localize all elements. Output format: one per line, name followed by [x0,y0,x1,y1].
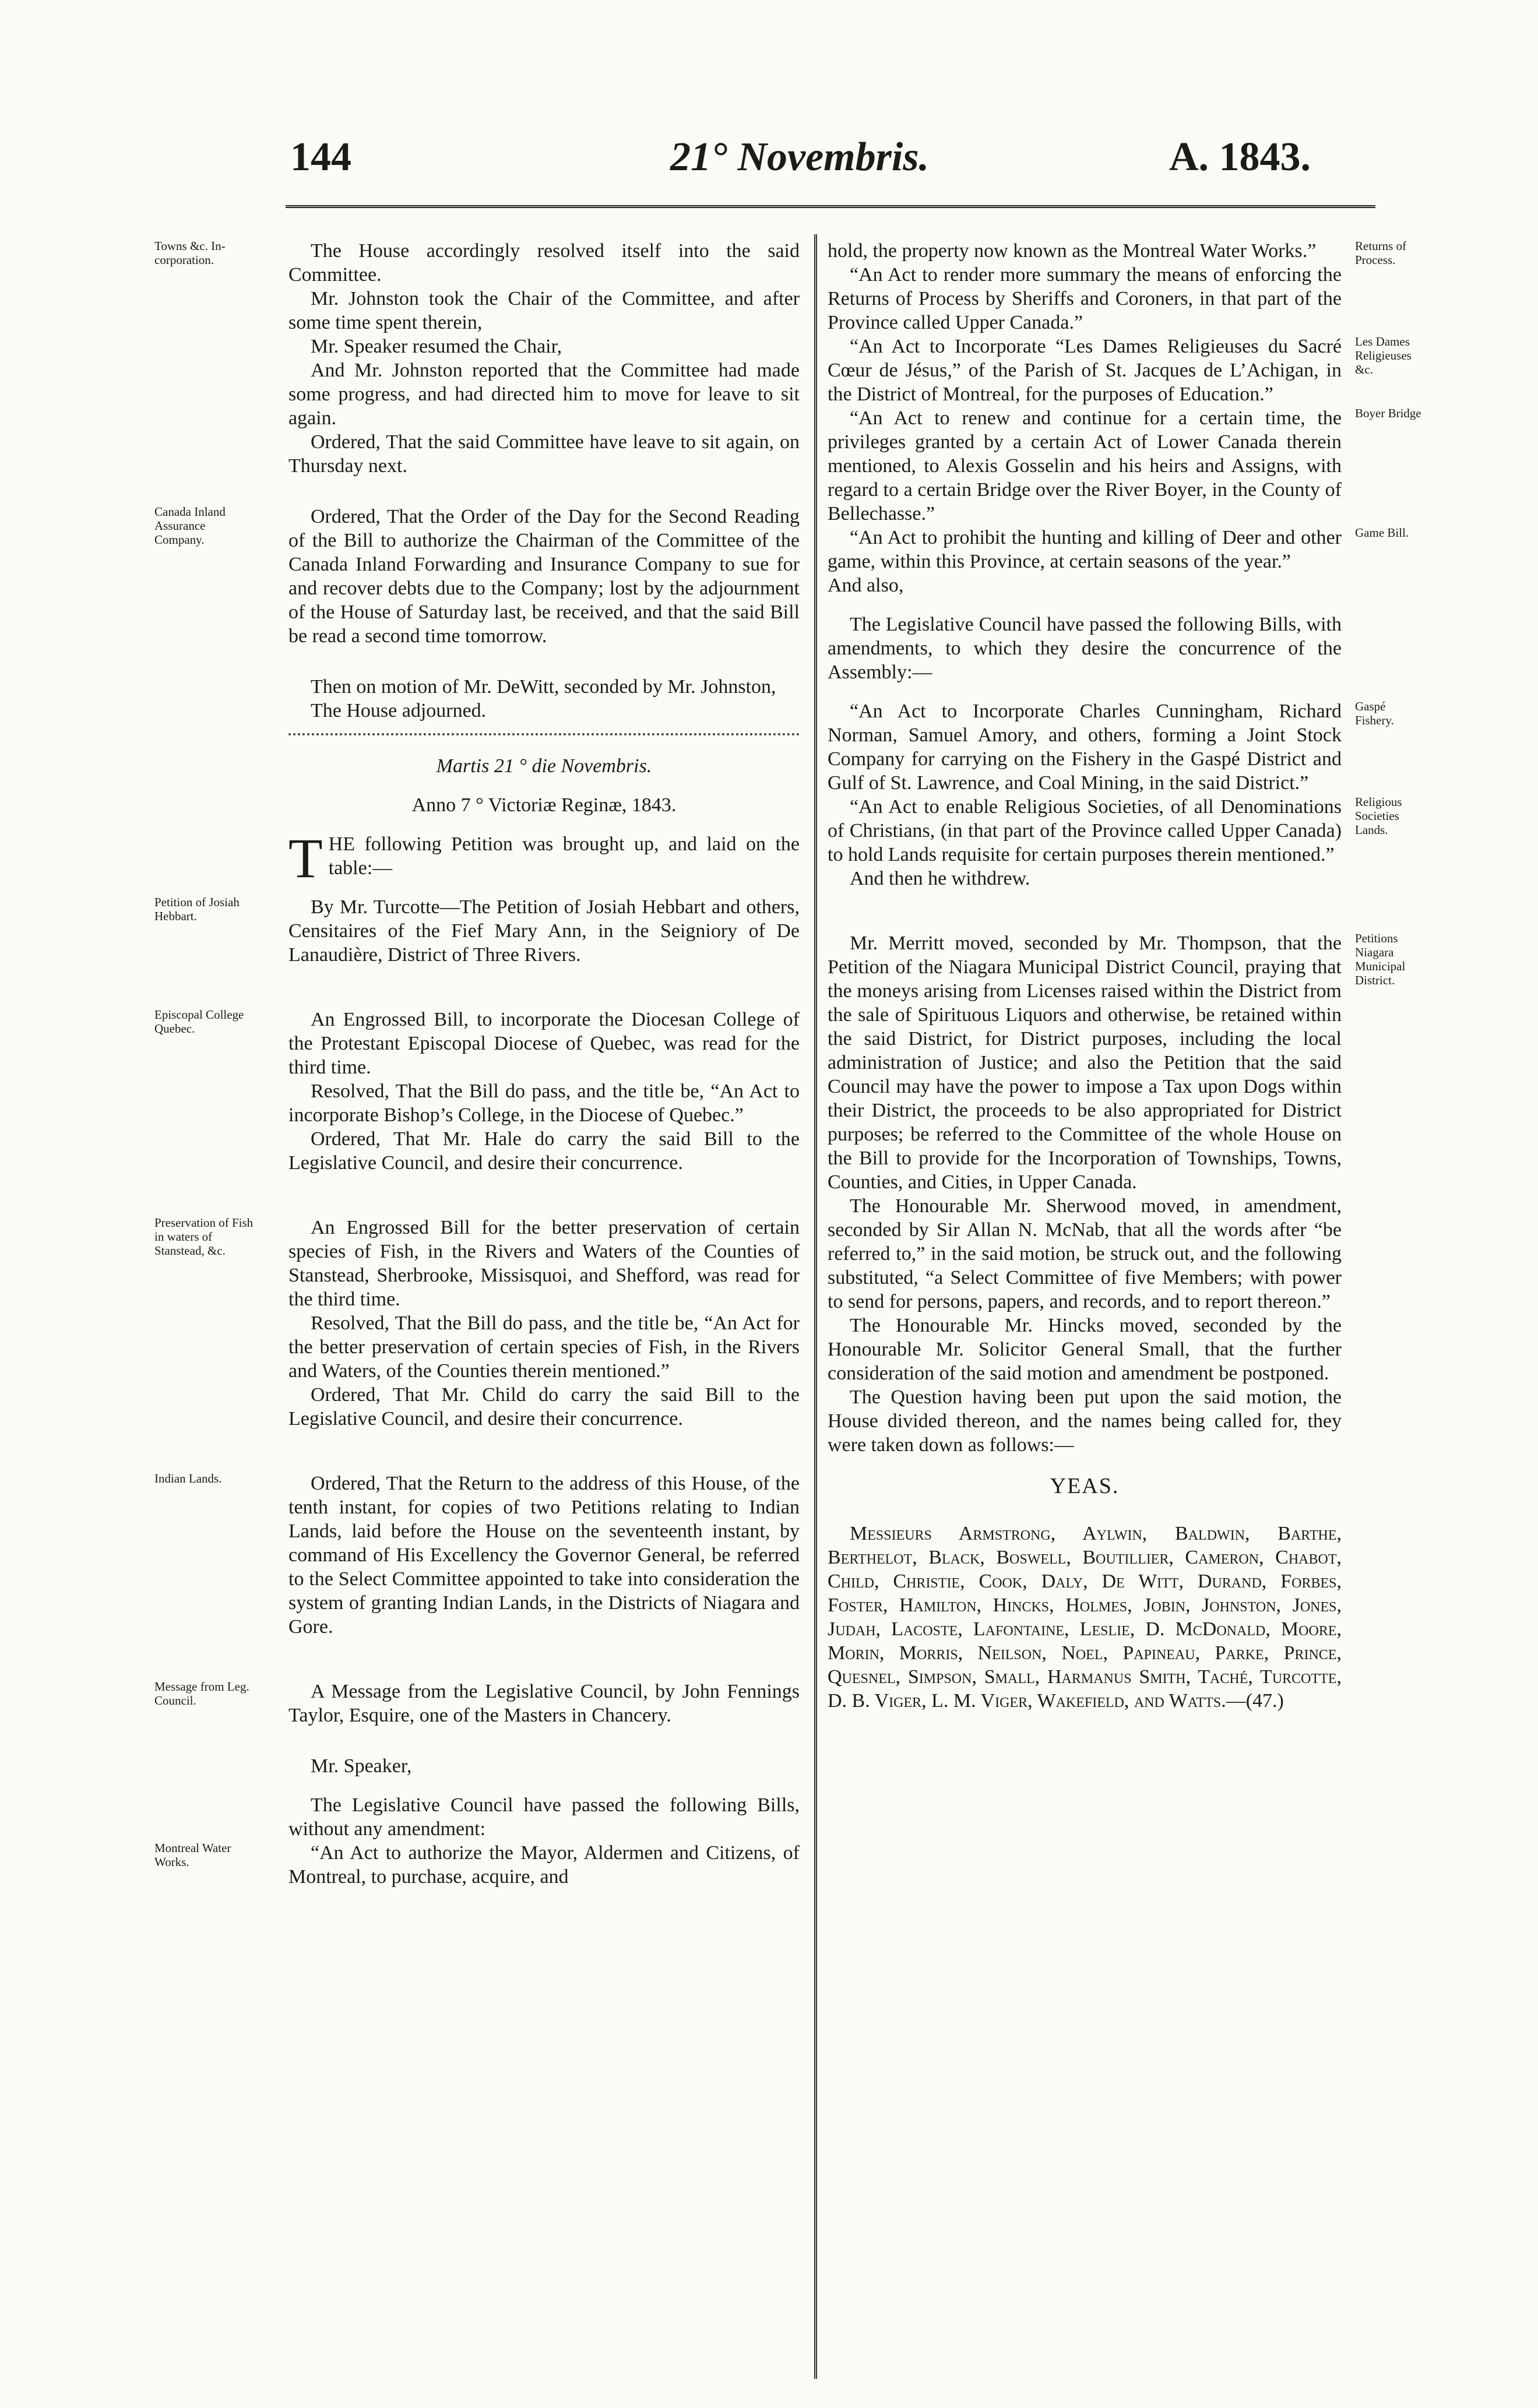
yeas-heading: YEAS. [1050,1474,1120,1498]
header-date: 21° Novembris. [670,135,930,179]
paragraph: Mr. Merritt moved, seconded by Mr. Thompson, that the Petition of the Niagara Municipal District Council, praying that the moneys arising from Licenses raised within the District from the sale of Spirituous Liquors and otherwise, be retained within the said District, for District purposes, including the local administration of Justice; and also the Petition that the said Council may have the power to impose a Tax upon Dogs within their District, the proceeds to be also appropriated for District purposes; be referred to the Committee of the whole House on the Bill to provide for the Incorporation of Townships, Towns, Counties, and Cities, in Upper Canada. [828,932,1342,1193]
paragraph: And Mr. Johnston reported that the Committee had made some progress, and had directed him to move for leave to sit again. [288,360,800,429]
paragraph: Resolved, That the Bill do pass, and the title be, “An Act to incorporate Bishop’s College, in the Diocese of Quebec.” [288,1080,800,1126]
paragraph: “An Act to enable Religious Societies, of all Denominations of Christians, (in that part of the Province called Upper Canada) to hold Lands requisite for certain purposes therein mentioned.” [828,796,1342,865]
margin-note-episcopal: Episcopal College Quebec. [154,1008,244,1036]
margin-note-montreal: Montreal Water Works. [154,1841,231,1869]
entry-game [828,526,1409,573]
entry-dames [828,335,1412,406]
adjourned-text: The House adjourned. [311,700,487,721]
paragraph: Ordered, That the said Committee have leave to sit again, on Thursday next. [288,431,800,477]
paragraph: The Legislative Council have passed the following Bills, with amendments, to which they desire the concurrence of the Assembly:— [828,614,1342,683]
entry-boyer [828,406,1421,526]
entry-episcopal [154,1008,800,1175]
entry-canada-inland [154,505,800,648]
margin-note-religious: Religious Societies Lands. [1355,795,1402,837]
paragraph: Mr. Speaker resumed the Chair, [311,336,562,357]
motion-text: Then on motion of Mr. DeWitt, seconded by Mr. Johnston, [311,676,776,698]
paragraph: Ordered, That the Order of the Day for the Second Reading of the Bill to authorize the Chairman of the Committee of the Canada Inland Forwarding and Insurance Company to sue for and recover debts due to the Company; lost by the adjournment of the House of Saturday last, be received, and that the said Bill be read a second time tomorrow. [288,506,800,647]
withdrew-text: And then he withdrew. [850,868,1030,889]
margin-note-returns: Returns of Process. [1355,239,1407,267]
entry-religious [828,795,1402,867]
margin-note-gaspe: Gaspé Fishery. [1355,699,1394,727]
paragraph: “An Act to Incorporate “Les Dames Religieuses du Sacré Cœur de Jésus,” of the Parish of St. Jacques de L’Achigan, in the District of Montreal, for the purposes of Education.” [828,336,1342,405]
paragraph: A Message from the Legislative Council, by John Fennings Taylor, Esquire, one of the Masters in Chancery. [288,1681,800,1726]
margin-note-indian: Indian Lands. [154,1471,222,1485]
paragraph: The Honourable Mr. Hincks moved, seconded by the Honourable Mr. Solicitor General Small, that the further consideration of the said motion and amendment be postponed. [828,1315,1342,1384]
petition-intro: THE following Petition was brought up, and laid on the table:— [288,827,800,889]
paragraph: An Engrossed Bill, to incorporate the Diocesan College of the Protestant Episcopal Diocese of Quebec, was read for the third time. [288,1009,800,1078]
margin-note-canada: Canada Inland Assurance Company. [154,505,226,547]
paragraph: Ordered, That Mr. Hale do carry the said Bill to the Legislative Council, and desire their concurrence. [288,1128,800,1174]
paragraph: The Honourable Mr. Sherwood moved, in amendment, seconded by Sir Allan N. McNab, that all the words after “be referred to,” in the said motion, be struck out, and the following substituted, “a Select Committee of five Members; with power to send for persons, papers, and records, and to report thereon.” [828,1195,1342,1312]
paragraph: “An Act to prohibit the hunting and killing of Deer and other game, within this Province, at certain seasons of the year.” [828,527,1342,572]
entry-niagara [828,931,1406,1194]
paragraph: “An Act to Incorporate Charles Cunningham, Richard Norman, Samuel Amory, and others, forming a Joint Stock Company for carrying on the Fishery in the Gaspé District and Gulf of St. Lawrence, and Coal Mining, in the said District.” [828,700,1342,794]
entry-gaspe [828,699,1394,795]
column-divider [814,234,817,2379]
speaker-address: Mr. Speaker, [311,1755,412,1777]
margin-note-message: Message from Leg. Council. [154,1680,249,1708]
entry-fish [154,1216,800,1431]
and-also: And also, [828,575,904,596]
entry-montreal [154,1841,800,1889]
drop-cap: T [288,827,323,889]
paragraph: The Question having been put upon the said motion, the House divided thereon, and the names being called for, they were taken down as follows:— [828,1386,1342,1456]
margin-note-fish: Preservation of Fish in waters of Stanstead, &c. [154,1216,254,1258]
paragraph: “An Act to render more summary the means of enforcing the Returns of Process by Sheriffs and Coroners, in that part of the Province called Upper Canada.” [828,264,1342,333]
entry-indian [154,1471,800,1639]
anno-heading: Anno 7 ° Victoriæ Reginæ, 1843. [411,794,677,816]
paragraph: Mr. Johnston took the Chair of the Committee, and after some time spent therein, [288,288,800,333]
yeas-list: Messieurs Armstrong, Aylwin, Baldwin, Barthe, Berthelot, Black, Boswell, Boutillier, Cameron, Chabot, Child, Christie, Cook, Daly, De Witt, Durand, Forbes, Foster, Hamilton, Hincks, Holmes, Jobin, Johnston, Jones, Judah, Lacoste, Lafontaine, Leslie, D. McDonald, Moore, Morin, Morris, Neilson, Noel, Papineau, Parke, Prince, Quesnel, Simpson, Small, Harmanus Smith, Taché, Turcotte, D. B. Viger, L. M. Viger, Wakefield, and Watts.—(47.) [828,1523,1342,1712]
entry-message [154,1680,800,1727]
margin-note-towns: Towns &c. In-corporation. [154,239,226,267]
left-column [154,239,800,1889]
paragraph: hold, the property now known as the Montreal Water Works.” [828,240,1317,262]
header-year: A. 1843. [1169,135,1311,179]
margin-note-game: Game Bill. [1355,526,1409,540]
entry-towns [154,239,800,478]
paragraph: The Legislative Council have passed the following Bills, without any amendment: [288,1794,800,1840]
paragraph: “An Act to renew and continue for a certain time, the privileges granted by a certain Act of Lower Canada therein mentioned, to Alexis Gosselin and his heirs and Assigns, with regard to a certain Bridge over the River Boyer, in the County of Bellechasse.” [828,407,1342,524]
paragraph: The House accordingly resolved itself into the said Committee. [288,240,800,286]
margin-note-dames: Les Dames Religieuses &c. [1355,335,1412,376]
margin-note-petition: Petition of Josiah Hebbart. [154,895,240,923]
paragraph: Ordered, That Mr. Child do carry the said Bill to the Legislative Council, and desire their concurrence. [288,1384,800,1430]
entry-petition [154,895,800,967]
paragraph: “An Act to authorize the Mayor, Aldermen and Citizens, of Montreal, to purchase, acquire, and [288,1842,800,1888]
paragraph: An Engrossed Bill for the better preservation of certain species of Fish, in the Rivers and Waters of the Counties of Stanstead, Sherbrooke, Missisquoi, and Shefford, was read for the third time. [288,1217,800,1310]
margin-note-niagara: Petitions Niagara Municipal District. [1355,931,1406,987]
section-separator [288,733,800,735]
right-column [828,239,1421,1713]
page-header [0,125,1538,189]
day-heading: Martis 21 ° die Novembris. [436,755,652,777]
margin-note-boyer: Boyer Bridge [1355,406,1421,420]
paragraph: Resolved, That the Bill do pass, and the title be, “An Act for the better preservation of certain species of Fish, in the Rivers and Waters, of the Counties therein mentioned.” [288,1312,800,1382]
paragraph: Ordered, That the Return to the address of this House, of the tenth instant, for copies of two Petitions relating to Indian Lands, laid before the House on the seventeenth instant, by command of His Excellency the Governor General, be referred to the Select Committee appointed to take into consideration the system of granting Indian Lands, in the Districts of Niagara and Gore. [288,1473,800,1638]
paragraph: By Mr. Turcotte—The Petition of Josiah Hebbart and others, Censitaires of the Fief Mary Ann, in the Seigniory of De Lanaudière, District of Three Rivers. [288,896,800,966]
page-number: 144 [290,135,351,179]
header-rule [286,205,1375,208]
